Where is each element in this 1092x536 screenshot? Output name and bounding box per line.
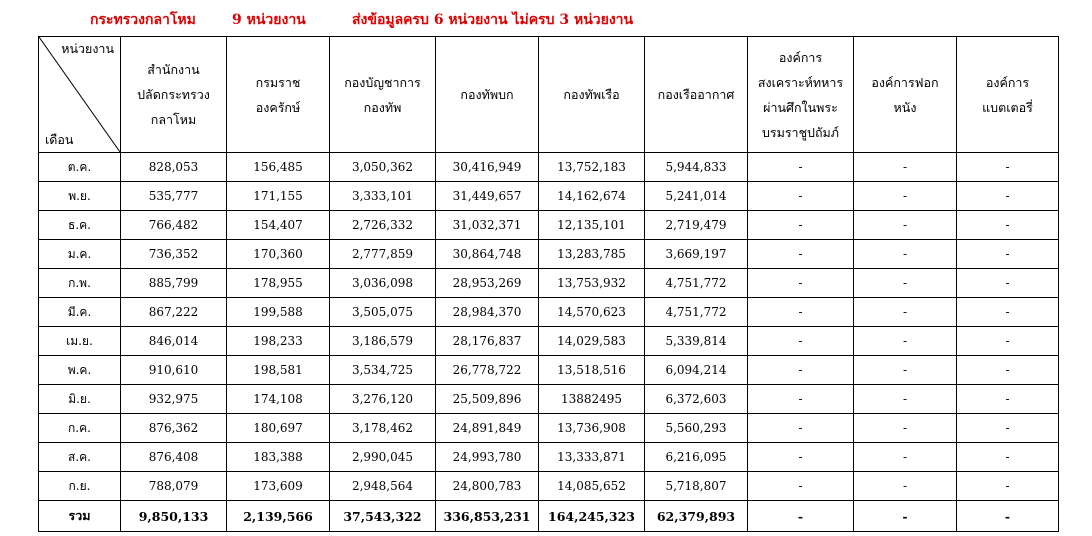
value-cell: 3,534,725 xyxy=(330,356,436,385)
value-cell: 178,955 xyxy=(227,269,330,298)
value-cell: - xyxy=(854,269,957,298)
value-cell: 28,953,269 xyxy=(436,269,539,298)
value-cell: - xyxy=(957,443,1059,472)
value-cell: - xyxy=(957,211,1059,240)
table-row xyxy=(39,472,1059,501)
value-cell: - xyxy=(957,182,1059,211)
value-cell: - xyxy=(854,298,957,327)
title-units-count: 9 หน่วยงาน xyxy=(232,12,306,28)
value-cell: 910,610 xyxy=(121,356,227,385)
month-cell: เม.ย. xyxy=(39,327,121,356)
value-cell: - xyxy=(854,211,957,240)
value-cell: 13,333,871 xyxy=(539,443,645,472)
value-cell: 336,853,231 xyxy=(436,501,539,532)
value-cell: 3,669,197 xyxy=(645,240,748,269)
header-row xyxy=(39,37,1059,153)
table-row xyxy=(39,269,1059,298)
table-row xyxy=(39,240,1059,269)
corner-header xyxy=(39,37,121,153)
value-cell: 2,139,566 xyxy=(227,501,330,532)
value-cell: - xyxy=(748,327,854,356)
table-row xyxy=(39,153,1059,182)
value-cell: 736,352 xyxy=(121,240,227,269)
value-cell: 6,216,095 xyxy=(645,443,748,472)
value-cell: 2,726,332 xyxy=(330,211,436,240)
value-cell: 6,094,214 xyxy=(645,356,748,385)
value-cell: 3,186,579 xyxy=(330,327,436,356)
value-cell: 37,543,322 xyxy=(330,501,436,532)
col-header-5: กองทัพเรือ xyxy=(539,37,645,153)
value-cell: 2,990,045 xyxy=(330,443,436,472)
value-cell: 154,407 xyxy=(227,211,330,240)
corner-label-month: เดือน xyxy=(45,132,74,147)
value-cell: 6,372,603 xyxy=(645,385,748,414)
value-cell: 30,864,748 xyxy=(436,240,539,269)
corner-label-unit: หน่วยงาน xyxy=(61,41,114,56)
value-cell: 28,176,837 xyxy=(436,327,539,356)
table-row xyxy=(39,443,1059,472)
month-cell: ธ.ค. xyxy=(39,211,121,240)
value-cell: - xyxy=(854,356,957,385)
value-cell: 5,339,814 xyxy=(645,327,748,356)
col-header-8: องค์การฟอก หนัง xyxy=(854,37,957,153)
value-cell: 4,751,772 xyxy=(645,269,748,298)
value-cell: 13,283,785 xyxy=(539,240,645,269)
table-row xyxy=(39,211,1059,240)
value-cell: 867,222 xyxy=(121,298,227,327)
value-cell: 885,799 xyxy=(121,269,227,298)
value-cell: 3,050,362 xyxy=(330,153,436,182)
value-cell: 3,178,462 xyxy=(330,414,436,443)
value-cell: - xyxy=(854,501,957,532)
value-cell: - xyxy=(748,269,854,298)
value-cell: 876,362 xyxy=(121,414,227,443)
month-cell: พ.ค. xyxy=(39,356,121,385)
value-cell: - xyxy=(748,211,854,240)
month-cell: พ.ย. xyxy=(39,182,121,211)
table-row xyxy=(39,385,1059,414)
table-row xyxy=(39,356,1059,385)
value-cell: - xyxy=(957,356,1059,385)
value-cell: 31,032,371 xyxy=(436,211,539,240)
value-cell: 14,570,623 xyxy=(539,298,645,327)
value-cell: - xyxy=(748,385,854,414)
value-cell: - xyxy=(748,298,854,327)
value-cell: 62,379,893 xyxy=(645,501,748,532)
value-cell: 199,588 xyxy=(227,298,330,327)
value-cell: 24,993,780 xyxy=(436,443,539,472)
col-header-1: สำนักงาน ปลัดกระทรวง กลาโหม xyxy=(121,37,227,153)
value-cell: 14,162,674 xyxy=(539,182,645,211)
month-cell: ต.ค. xyxy=(39,153,121,182)
month-cell: มี.ค. xyxy=(39,298,121,327)
value-cell: 876,408 xyxy=(121,443,227,472)
value-cell: 3,505,075 xyxy=(330,298,436,327)
value-cell: 766,482 xyxy=(121,211,227,240)
value-cell: - xyxy=(957,240,1059,269)
value-cell: 31,449,657 xyxy=(436,182,539,211)
total-row xyxy=(39,501,1059,532)
value-cell: - xyxy=(748,356,854,385)
value-cell: 25,509,896 xyxy=(436,385,539,414)
value-cell: 828,053 xyxy=(121,153,227,182)
value-cell: - xyxy=(854,182,957,211)
value-cell: 183,388 xyxy=(227,443,330,472)
value-cell: 932,975 xyxy=(121,385,227,414)
col-header-7: องค์การ สงเคราะห์ทหาร ผ่านศึกในพระ บรมราชูปถัมภ์ xyxy=(748,37,854,153)
value-cell: - xyxy=(748,443,854,472)
table-row xyxy=(39,414,1059,443)
value-cell: 2,777,859 xyxy=(330,240,436,269)
value-cell: 9,850,133 xyxy=(121,501,227,532)
value-cell: - xyxy=(957,414,1059,443)
col-header-6: กองเรืออากาศ xyxy=(645,37,748,153)
value-cell: 13,736,908 xyxy=(539,414,645,443)
value-cell: 30,416,949 xyxy=(436,153,539,182)
value-cell: 5,560,293 xyxy=(645,414,748,443)
value-cell: 12,135,101 xyxy=(539,211,645,240)
value-cell: 14,085,652 xyxy=(539,472,645,501)
value-cell: - xyxy=(957,385,1059,414)
value-cell: - xyxy=(748,501,854,532)
value-cell: 174,108 xyxy=(227,385,330,414)
value-cell: - xyxy=(957,153,1059,182)
value-cell: - xyxy=(854,240,957,269)
value-cell: 788,079 xyxy=(121,472,227,501)
value-cell: 13,752,183 xyxy=(539,153,645,182)
value-cell: 535,777 xyxy=(121,182,227,211)
value-cell: 5,944,833 xyxy=(645,153,748,182)
value-cell: 170,360 xyxy=(227,240,330,269)
value-cell: 846,014 xyxy=(121,327,227,356)
value-cell: 164,245,323 xyxy=(539,501,645,532)
value-cell: - xyxy=(748,472,854,501)
value-cell: - xyxy=(748,240,854,269)
value-cell: - xyxy=(748,414,854,443)
data-table xyxy=(38,36,1059,532)
title-ministry: กระทรวงกลาโหม xyxy=(90,12,196,28)
value-cell: 2,719,479 xyxy=(645,211,748,240)
title-submission-status: ส่งข้อมูลครบ 6 หน่วยงาน ไม่ครบ 3 หน่วยงาน xyxy=(352,12,634,28)
value-cell: - xyxy=(748,153,854,182)
value-cell: - xyxy=(854,153,957,182)
value-cell: 13882495 xyxy=(539,385,645,414)
value-cell: 198,233 xyxy=(227,327,330,356)
value-cell: - xyxy=(854,414,957,443)
month-cell: รวม xyxy=(39,501,121,532)
value-cell: - xyxy=(854,472,957,501)
value-cell: - xyxy=(854,443,957,472)
value-cell: 13,518,516 xyxy=(539,356,645,385)
value-cell: - xyxy=(957,298,1059,327)
table-row xyxy=(39,182,1059,211)
col-header-4: กองทัพบก xyxy=(436,37,539,153)
value-cell: 4,751,772 xyxy=(645,298,748,327)
value-cell: 14,029,583 xyxy=(539,327,645,356)
value-cell: - xyxy=(854,327,957,356)
value-cell: 173,609 xyxy=(227,472,330,501)
month-cell: ม.ค. xyxy=(39,240,121,269)
month-cell: มิ.ย. xyxy=(39,385,121,414)
value-cell: - xyxy=(957,501,1059,532)
col-header-3: กองบัญชาการ กองทัพ xyxy=(330,37,436,153)
value-cell: - xyxy=(957,472,1059,501)
value-cell: 5,241,014 xyxy=(645,182,748,211)
col-header-9: องค์การ แบตเตอรี่ xyxy=(957,37,1059,153)
value-cell: - xyxy=(748,182,854,211)
value-cell: 171,155 xyxy=(227,182,330,211)
month-cell: ส.ค. xyxy=(39,443,121,472)
value-cell: 26,778,722 xyxy=(436,356,539,385)
report-title-bar xyxy=(90,6,1070,30)
table-row xyxy=(39,298,1059,327)
table-row xyxy=(39,327,1059,356)
month-cell: ก.พ. xyxy=(39,269,121,298)
month-cell: ก.ย. xyxy=(39,472,121,501)
value-cell: 3,036,098 xyxy=(330,269,436,298)
value-cell: 24,891,849 xyxy=(436,414,539,443)
value-cell: 2,948,564 xyxy=(330,472,436,501)
value-cell: 5,718,807 xyxy=(645,472,748,501)
value-cell: - xyxy=(957,327,1059,356)
value-cell: 28,984,370 xyxy=(436,298,539,327)
value-cell: - xyxy=(854,385,957,414)
value-cell: 156,485 xyxy=(227,153,330,182)
col-header-2: กรมราช องครักษ์ xyxy=(227,37,330,153)
value-cell: 3,276,120 xyxy=(330,385,436,414)
value-cell: 24,800,783 xyxy=(436,472,539,501)
value-cell: 3,333,101 xyxy=(330,182,436,211)
value-cell: 13,753,932 xyxy=(539,269,645,298)
value-cell: 180,697 xyxy=(227,414,330,443)
month-cell: ก.ค. xyxy=(39,414,121,443)
value-cell: 198,581 xyxy=(227,356,330,385)
table-body xyxy=(39,153,1059,532)
value-cell: - xyxy=(957,269,1059,298)
